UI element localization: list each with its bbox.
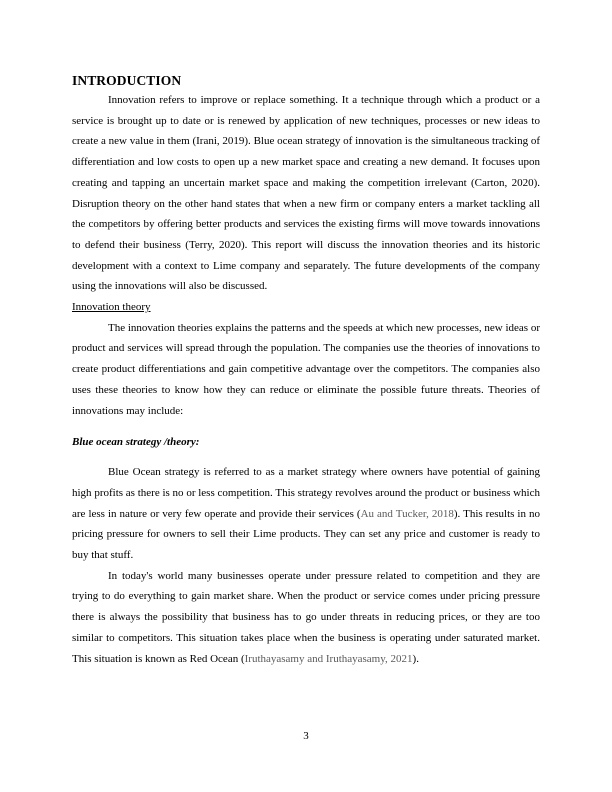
blue-ocean-p2-text-start: In today's world many businesses operate under pressure related to competition and they are trying to do everything to gain market share. When the product or service comes under pricing pressure there is always the possibility that business has to go under threats in reducing prices, or they are too similar to competitors. This situation takes place when the business is operating under saturated market. This situation is known as Red Ocean ( [72,569,540,665]
page-number: 3 [303,730,309,742]
page-content [72,72,540,669]
blue-ocean-heading: Blue ocean strategy /theory: [72,436,200,449]
intro-paragraph: Innovation refers to improve or replace something. It a technique through which a product or a service is brought up to date or is renewed by application of new techniques, processes or new ideas to create a new value in them (Irani, 2019). Blue ocean strategy of innovation is the simultaneous tracking of differentiation and low costs to open up a new market space and creating a new demand. It focuses upon creating and tapping an uncertain market space and making the competition irrelevant (Carton, 2020). Disruption theory on the other hand states that when a new firm or company enters a market tackling all the competitors by offering better products and services the existing firms will move towards innovations to defend their business (Terry, 2020). This report will discuss the innovation theories and its historic development with a context to Lime company and separately. The future developments of the company using the innovations will also be discussed. [72,94,540,293]
section-heading-introduction: INTRODUCTION [72,73,182,88]
citation-au-tucker: Au and Tucker, 2018 [360,507,454,520]
innovation-theory-paragraph: The innovation theories explains the patterns and the speeds at which new processes, new ideas or product and services will spread through the population. The companies use the theories of innovations to create product differentiations and gain competitive advantage over the competitors. The companies also uses these theories to know how they can reduce or eliminate the possible future threats. Theories of innovations may include: [72,321,540,417]
blue-ocean-paragraph-1 [72,462,540,566]
innovation-theory-heading: Innovation theory [72,301,151,314]
blue-ocean-p2-text-end: ). [412,652,419,665]
blue-ocean-p1-text-start: Blue Ocean strategy is referred to as a market strategy where owners have potential of gaining high profits as there is no or less competition. This strategy revolves around the product or business which are less in nature or very few operate and provide their services ( [72,466,540,520]
blue-ocean-p1-text-end: ). This results in no pricing pressure for owners to sell their Lime products. They can set any price and customer is ready to buy that stuff. [72,507,541,562]
citation-iruthayasamy: Iruthayasamy and Iruthayasamy, 2021 [244,652,413,665]
blue-ocean-paragraph-2 [72,566,540,670]
